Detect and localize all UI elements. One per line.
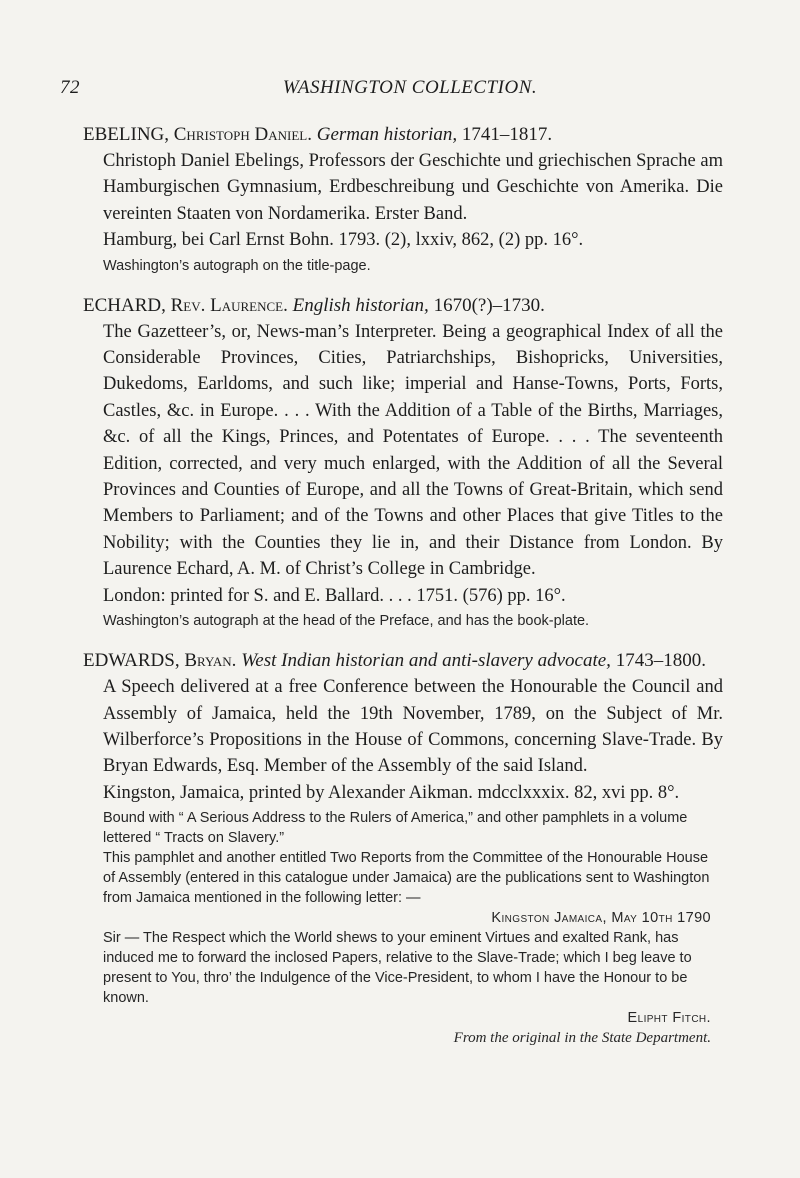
entry-author: EBELING, Christoph Daniel. bbox=[83, 124, 312, 145]
entry-imprint: London: printed for S. and E. Ballard. . . . 1751. (576) pp. 16°. bbox=[103, 585, 566, 606]
entry-descriptor: English historian, bbox=[292, 294, 429, 316]
catalogue-entry bbox=[83, 293, 723, 631]
entry-note: Washington’s autograph at the head of the Preface, and has the book-plate. bbox=[103, 613, 590, 630]
letter-text: Sir — The Respect which the World shews to your eminent Virtues and exalted Rank, has induced me to forward the inclosed Papers, relative to the Slave-Trade; which I beg leave to present to You, thro’ the Indulgence of the Vice-President, to whom I have the Honour to be known. bbox=[103, 930, 692, 1007]
entry-title-text: A Speech delivered at a free Conference between the Honourable the Council and Assembly of Jamaica, held the 19th November, 1789, on the Subject of Mr. Wilberforce’s Propositions in the House of Commons, concerning Slave-Trade. By Bryan Edwards, Esq. Member of the Assembly of the said Island. bbox=[103, 677, 723, 777]
entry-descriptor: German historian, bbox=[316, 124, 458, 145]
letter-place-date bbox=[103, 908, 723, 928]
entry-imprint: Kingston, Jamaica, printed by Alexander Aikman. mdcclxxxix. 82, xvi pp. 8°. bbox=[103, 782, 680, 803]
quoted-letter bbox=[103, 908, 723, 1048]
entry-imprint: Hamburg, bei Carl Ernst Bohn. 1793. (2), lxxiv, 862, (2) pp. 16°. bbox=[103, 230, 584, 251]
letter-signature bbox=[103, 1008, 723, 1028]
entry-heading bbox=[83, 648, 723, 674]
page-header bbox=[60, 77, 760, 107]
page-number: 72 bbox=[60, 77, 80, 98]
catalogue-entry bbox=[83, 122, 723, 276]
entry-title-text: Christoph Daniel Ebelings, Professors der Geschichte und griechischen Sprache am Hamburgischen Gymnasium, Erdbeschreibung und Geschichte von Amerika. Die vereinten Staaten von Nordamerika. Erster Band. bbox=[103, 151, 723, 224]
entry-dates: 1743–1800. bbox=[615, 650, 706, 672]
entry-note: This pamphlet and another entitled Two Reports from the Committee of the Honourable House of Assembly (entered in this catalogue under Jamaica) are the publications sent to Washington from Jamaica mentioned in the following letter: — bbox=[103, 850, 710, 907]
entry-heading bbox=[83, 122, 723, 148]
entry-note: Washington’s autograph on the title-page. bbox=[103, 257, 371, 274]
letter-signature-text: Elipht Fitch. bbox=[627, 1010, 711, 1027]
letter-source: From the original in the State Department. bbox=[453, 1030, 711, 1047]
catalogue-entries bbox=[83, 122, 723, 1048]
entry-author: EDWARDS, Bryan. bbox=[83, 650, 237, 672]
catalogue-entry bbox=[83, 648, 723, 1048]
entry-dates: 1670(?)–1730. bbox=[433, 294, 545, 316]
running-title: WASHINGTON COLLECTION. bbox=[282, 77, 538, 98]
entry-heading bbox=[83, 293, 723, 319]
entry-dates: 1741–1817. bbox=[461, 124, 553, 145]
entry-descriptor: West Indian historian and anti-slavery advocate, bbox=[241, 650, 611, 672]
entry-note: Bound with “ A Serious Address to the Rulers of America,” and other pamphlets in a volume lettered “ Tracts on Slavery.” bbox=[103, 810, 688, 847]
entry-author: ECHARD, Rev. Laurence. bbox=[83, 294, 288, 316]
letter-place-date-text: Kingston Jamaica, May 10th 1790 bbox=[491, 910, 711, 927]
entry-title-text: The Gazetteer’s, or, News-man’s Interpreter. Being a geographical Index of all the Considerable Provinces, Cities, Patriarchships, Bishopricks, Universities, Dukedoms, Earldoms, and such like; imperial and Hanse-Towns, Ports, Forts, Castles, &c. in Europe. . . . With the Addition of a Table of the Births, Marriages, &c. of all the Kings, Princes, and Potentates of Europe. . . . The seventeenth Edition, corrected, and very much enlarged, with the Addition of all the Several Provinces and Counties of Europe, and all the Towns of Great-Britain, which send Members to Parliament; and of the Towns and other Places that give Titles to the Nobility; with the Counties they lie in, and their Distance from London. By Laurence Echard, A. M. of Christ’s College in Cambridge. bbox=[103, 321, 723, 580]
